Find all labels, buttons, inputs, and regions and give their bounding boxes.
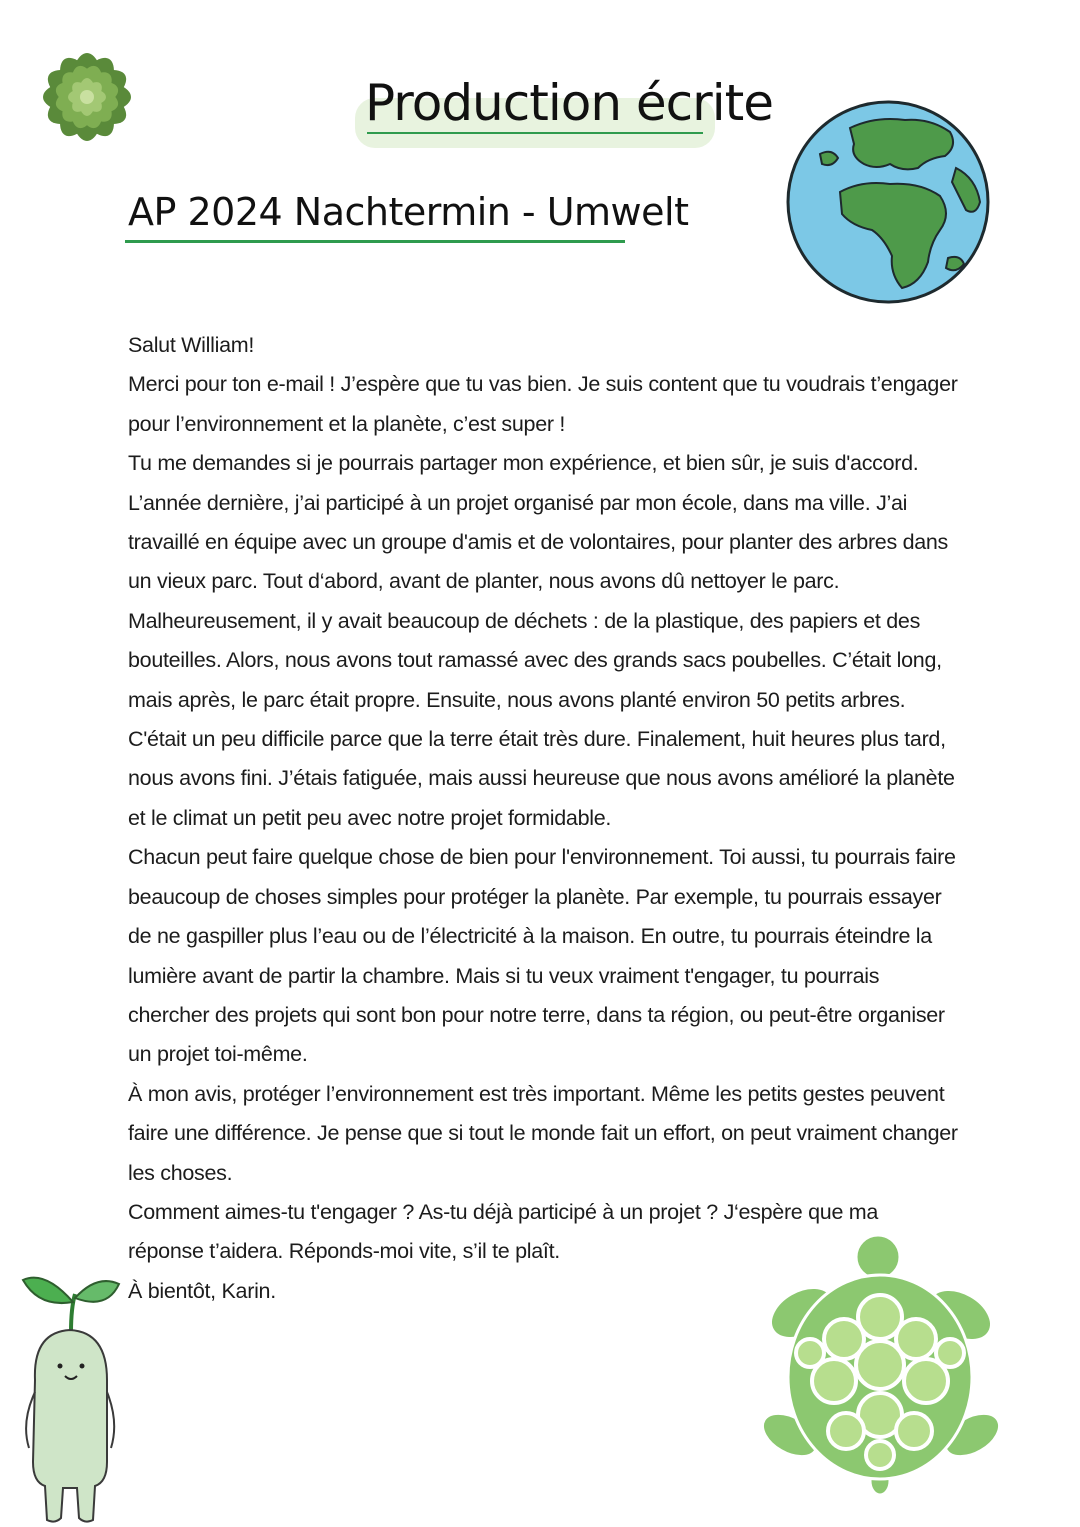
letter-paragraph: À mon avis, protéger l’environnement est très important. Même les petits gestes peuvent faire une différence. Je pense que si tout le monde fait un effort, on peut vraiment changer les choses. [128,1081,958,1185]
letter-closing: À bientôt, Karin. [128,1278,276,1303]
succulent-icon [30,40,145,155]
subtitle-block [125,190,689,250]
page-title-block [355,70,773,152]
sprout-character-icon [15,1262,125,1524]
letter-paragraph: Merci pour ton e-mail ! J’espère que tu vas bien. Je suis content que tu voudrais t’engager pour l’environnement et la planète, c’est super ! [128,372,958,436]
page-title: Production écrite [365,74,773,132]
subtitle: AP 2024 Nachtermin - Umwelt [128,190,689,234]
globe-icon [780,98,998,308]
letter-body [128,326,958,1311]
turtle-icon [750,1235,1012,1497]
title-underline [367,132,703,134]
subtitle-underline [125,240,625,243]
letter-paragraph: Comment aimes-tu t'engager ? As-tu déjà participé à un projet ? J‘espère que ma réponse t’aidera. Réponds-moi vite, s’il te plaît. [128,1199,879,1264]
letter-paragraph: Tu me demandes si je pourrais partager mon expérience, et bien sûr, je suis d'accord. L’année dernière, j’ai participé à un projet organisé par mon école, dans ma ville. J’ai travaillé en équipe avec un groupe d'amis et de volontaires, pour planter des arbres dans un vieux parc. Tout d‘abord, avant de planter, nous avons dû nettoyer le parc. Malheureusement, il y avait beaucoup de déchets : de la plastique, des papiers et des bouteilles. Alors, nous avons tout ramassé avec des grands sacs poubelles. C’était long, mais après, le parc était propre. Ensuite, nous avons planté environ 50 petits arbres. C'était un peu difficile parce que la terre était très dure. Finalement, huit heures plus tard, nous avons fini. J’étais fatiguée, mais aussi heureuse que nous avons amélioré la planète et le climat un petit peu avec notre projet formidable. [128,451,955,830]
letter-greeting: Salut William! [128,333,255,357]
letter-paragraph: Chacun peut faire quelque chose de bien pour l'environnement. Toi aussi, tu pourrais faire beaucoup de choses simples pour protéger la planète. Par exemple, tu pourrais essayer de ne gaspiller plus l’eau ou de l’électricité à la maison. En outre, tu pourrais éteindre la lumière avant de partir la chambre. Mais si tu veux vraiment t'engager, tu pourrais chercher des projets qui sont bon pour notre terre, dans ta région, ou peut-être organiser un projet toi-même. [128,845,956,1067]
